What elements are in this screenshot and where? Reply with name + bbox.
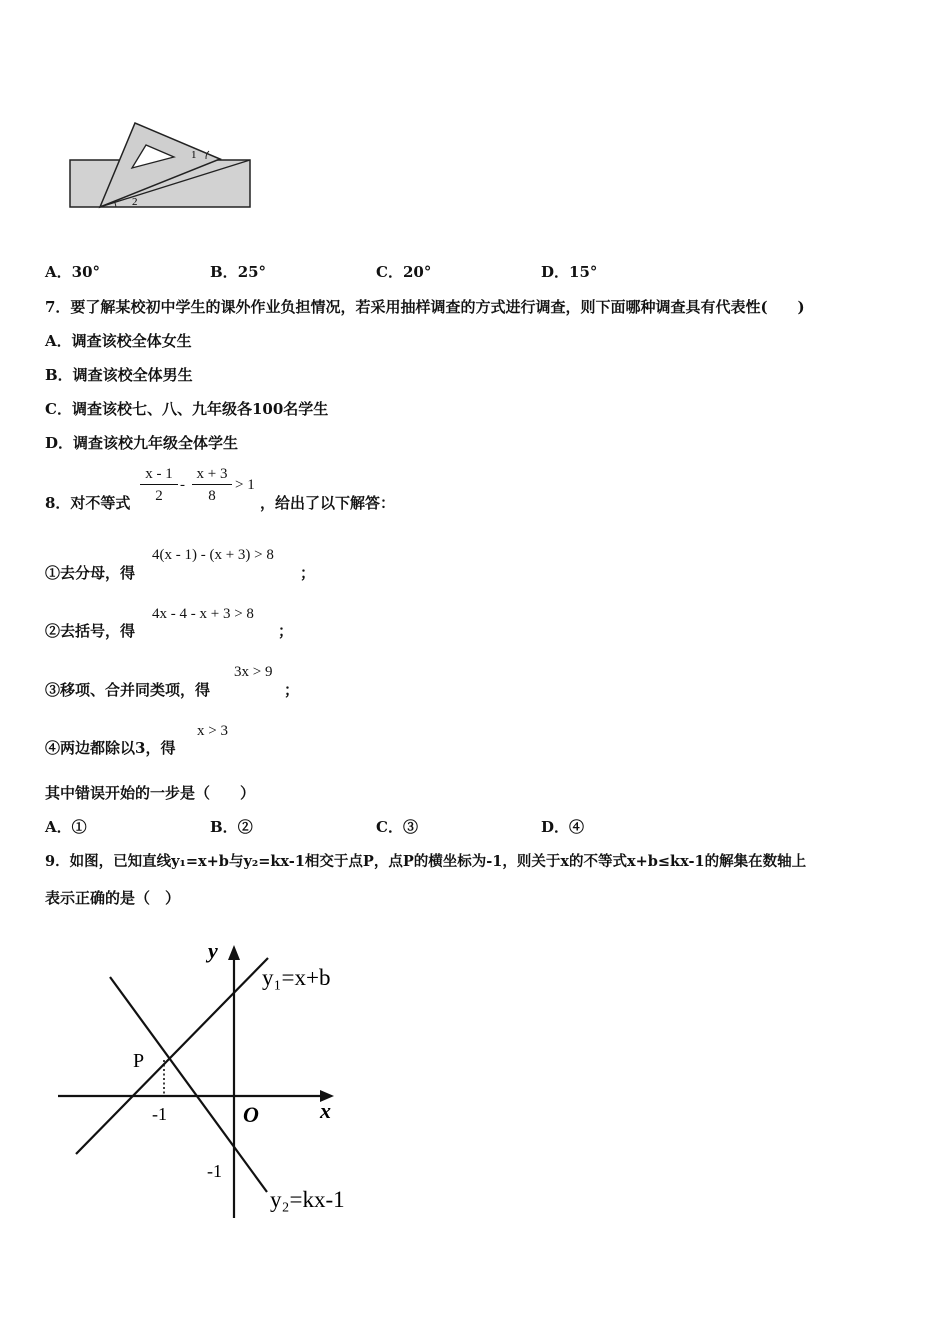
q8-frac1-denominator: 2 bbox=[155, 488, 163, 504]
q7-option-b: B．调查该校全体男生 bbox=[45, 366, 193, 384]
line-y2-label: y₂=kx-1 bbox=[270, 1187, 345, 1212]
q8-step-1-expr: 4(x - 1) - (x + 3) > 8 bbox=[152, 547, 274, 563]
q7-stem: 7．要了解某校初中学生的课外作业负担情况，若采用抽样调查的方式进行调查，则下面哪种调查具有代表性( ) bbox=[45, 298, 805, 316]
x-axis-label: x bbox=[320, 1098, 331, 1123]
q9-stem-line-1: 9．如图，已知直线y₁=x+b与y₂=kx-1相交于点P，点P的横坐标为-1，则关于x的不等式x+b≤kx-1的解集在数轴上 bbox=[45, 853, 807, 870]
q8-question: 其中错误开始的一步是（ ） bbox=[45, 784, 256, 802]
q6-option-b: B．25° bbox=[210, 263, 267, 281]
q8-option-c: C．③ bbox=[376, 818, 418, 836]
q7-option-d: D．调查该校九年级全体学生 bbox=[45, 434, 239, 452]
q8-suffix: ，给出了以下解答： bbox=[260, 494, 396, 512]
line-y2 bbox=[110, 977, 267, 1192]
q6-option-a: A．30° bbox=[45, 263, 101, 281]
q8-option-b: B．② bbox=[210, 818, 253, 836]
q8-step-2-end: ； bbox=[278, 622, 294, 640]
q8-option-a: A．① bbox=[45, 818, 87, 836]
q6-option-c: C．20° bbox=[376, 263, 432, 281]
q8-fraction-2 bbox=[192, 466, 232, 505]
angle-1-label: 1 bbox=[191, 149, 197, 161]
q8-step-1-label: ①去分母，得 bbox=[45, 564, 136, 582]
q8-step-3-expr: 3x > 9 bbox=[234, 664, 273, 680]
line-y1-label: y₁=x+b bbox=[262, 965, 331, 990]
q7-option-a: A．调查该校全体女生 bbox=[45, 332, 192, 350]
q8-minus: - bbox=[180, 477, 185, 493]
angle-2-label: 2 bbox=[132, 196, 138, 208]
q8-frac1-numerator: x - 1 bbox=[140, 466, 178, 485]
y-tick-minus-1: -1 bbox=[207, 1161, 222, 1181]
line-y1 bbox=[76, 958, 268, 1154]
q8-step-4-label: ④两边都除以3，得 bbox=[45, 739, 176, 757]
q8-frac2-denominator: 8 bbox=[208, 488, 216, 504]
q6-option-d: D．15° bbox=[541, 263, 598, 281]
q8-prefix: 8．对不等式 bbox=[45, 494, 131, 512]
q8-option-d: D．④ bbox=[541, 818, 585, 836]
q8-step-4-expr: x > 3 bbox=[197, 723, 228, 739]
y-axis-arrow bbox=[228, 945, 240, 960]
q8-frac2-numerator: x + 3 bbox=[192, 466, 232, 485]
q8-step-1-end: ； bbox=[300, 564, 316, 582]
y-axis-label: y bbox=[208, 938, 218, 963]
q9-stem-line-2: 表示正确的是（ ） bbox=[45, 889, 181, 907]
q8-step-3-end: ； bbox=[284, 681, 300, 699]
q8-step-2-label: ②去括号，得 bbox=[45, 622, 136, 640]
q8-fraction-1 bbox=[140, 466, 178, 505]
q8-step-2-expr: 4x - 4 - x + 3 > 8 bbox=[152, 606, 254, 622]
q8-step-3-label: ③移项、合并同类项，得 bbox=[45, 681, 211, 699]
q7-option-c: C．调查该校七、八、九年级各100名学生 bbox=[45, 400, 329, 418]
x-tick-minus-1: -1 bbox=[152, 1104, 167, 1124]
ruler-triangle-figure bbox=[60, 115, 260, 215]
q8-rhs: > 1 bbox=[235, 477, 255, 493]
origin-label: O bbox=[243, 1102, 259, 1127]
q9-coordinate-graph bbox=[50, 930, 380, 1225]
point-p-label: P bbox=[133, 1050, 145, 1072]
